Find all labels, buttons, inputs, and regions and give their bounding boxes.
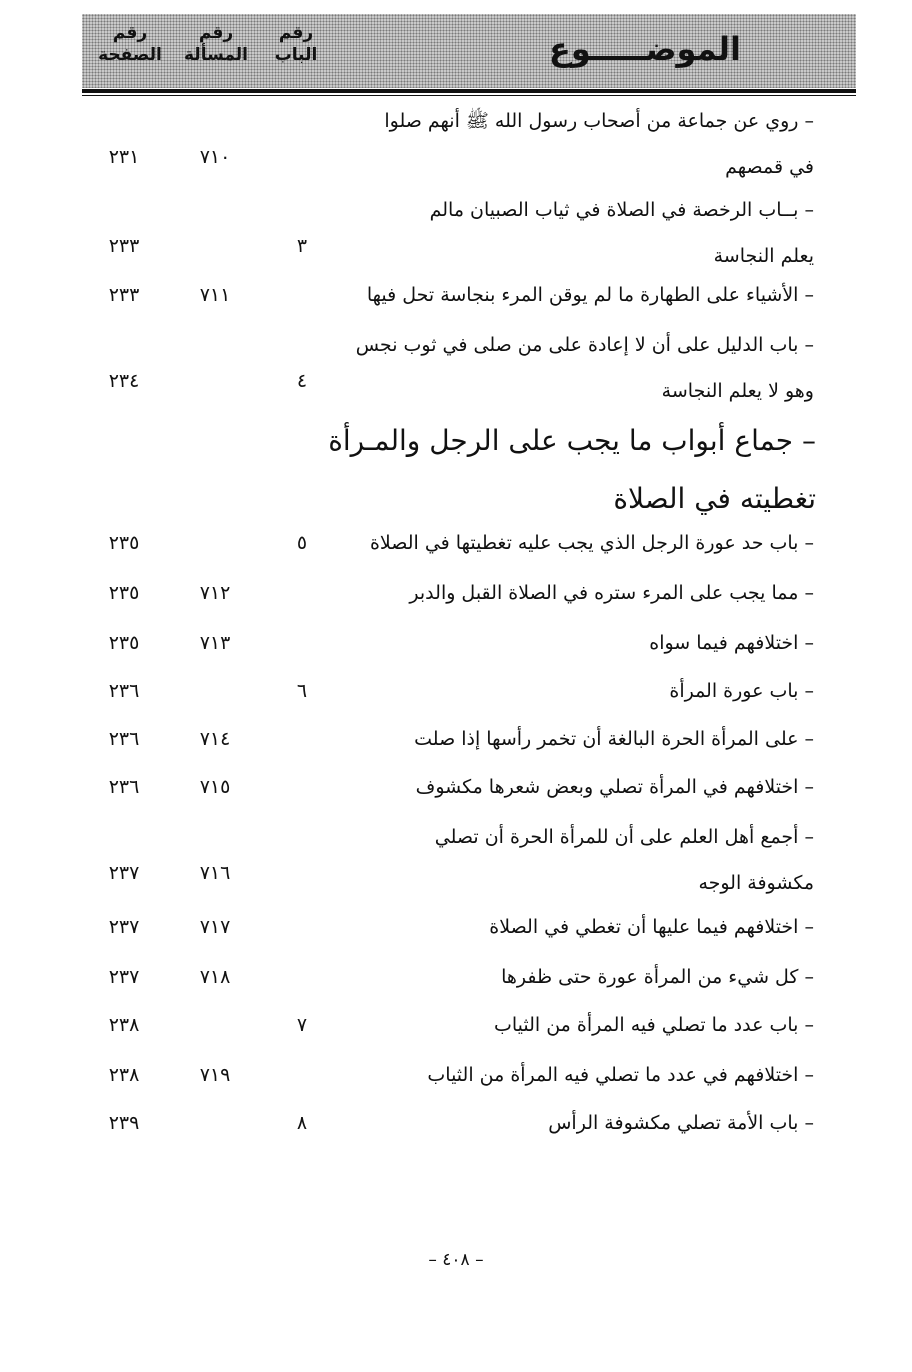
page-number: ٢٣٥ xyxy=(108,532,140,554)
bab-number: ٥ xyxy=(296,532,308,554)
topic-line: – باب الدليل على أن لا إعادة على من صلى في ثوب نجس xyxy=(355,334,814,356)
topic-line: – باب حد عورة الرجل الذي يجب عليه تغطيتها في الصلاة xyxy=(369,532,814,554)
header-divider xyxy=(82,89,856,93)
page-number: ٢٣٩ xyxy=(108,1112,140,1134)
topic-line: – الأشياء على الطهارة ما لم يوقن المرء بنجاسة تحل فيها xyxy=(366,284,814,306)
masala-number: ٧١٣ xyxy=(199,632,231,654)
bab-number: ٧ xyxy=(296,1014,308,1036)
page-number: ٢٣٤ xyxy=(108,370,140,392)
masala-number: ٧١١ xyxy=(199,284,231,306)
section-heading-line: – جماع أبواب ما يجب على الرجل والمـرأة xyxy=(328,424,816,457)
topic-line: في قمصهم xyxy=(725,156,814,178)
bab-number: ٨ xyxy=(296,1112,308,1134)
masala-number: ٧١٢ xyxy=(199,582,231,604)
topic-line: – باب الأمة تصلي مكشوفة الرأس xyxy=(548,1112,814,1134)
header-col-safha-line1: رقم xyxy=(112,23,148,43)
header-col-masala-line1: رقم xyxy=(198,23,234,43)
masala-number: ٧١٦ xyxy=(199,862,231,884)
page-number: ٢٣٨ xyxy=(108,1064,140,1086)
bab-number: ٤ xyxy=(296,370,308,392)
topic-line: – أجمع أهل العلم على أن للمرأة الحرة أن تصلي xyxy=(434,826,814,848)
topic-line: – بــاب الرخصة في الصلاة في ثياب الصبيان مالم xyxy=(429,199,814,221)
header-col-bab-line2: الباب xyxy=(274,45,318,65)
topic-line: – اختلافهم في عدد ما تصلي فيه المرأة من الثياب xyxy=(427,1064,814,1086)
topic-line: – اختلافهم فيما سواه xyxy=(649,632,814,654)
page-number: ٢٣٦ xyxy=(108,728,140,750)
topic-line: – باب عدد ما تصلي فيه المرأة من الثياب xyxy=(493,1014,814,1036)
section-heading-line: تغطيته في الصلاة xyxy=(613,482,816,515)
topic-line: – روي عن جماعة من أصحاب رسول الله ﷺ أنهم صلوا xyxy=(384,110,814,132)
header-col-safha-line2: الصفحة xyxy=(98,45,162,65)
topic-line: – مما يجب على المرء ستره في الصلاة القبل والدبر xyxy=(409,582,814,604)
page-number: ٢٣٥ xyxy=(108,582,140,604)
bab-number: ٣ xyxy=(296,235,308,257)
topic-line: مكشوفة الوجه xyxy=(698,872,814,894)
bab-number: ٦ xyxy=(296,680,308,702)
header-col-masala xyxy=(176,22,256,66)
header-col-masala-line2: المسألة xyxy=(184,45,248,65)
page-number: ٢٣٦ xyxy=(108,680,140,702)
header-title: الموضـــــوع xyxy=(548,30,742,68)
topic-line: – على المرأة الحرة البالغة أن تخمر رأسها إذا صلت xyxy=(414,728,814,750)
header-col-bab-line1: رقم xyxy=(278,23,314,43)
header-col-safha xyxy=(88,22,172,66)
masala-number: ٧١٩ xyxy=(199,1064,231,1086)
page-number: ٢٣٧ xyxy=(108,966,140,988)
masala-number: ٧١٤ xyxy=(199,728,231,750)
page-number: ٢٣٨ xyxy=(108,1014,140,1036)
topic-line: – باب عورة المرأة xyxy=(669,680,814,702)
masala-number: ٧١٨ xyxy=(199,966,231,988)
masala-number: ٧١٠ xyxy=(199,146,231,168)
page-number: ٢٣٦ xyxy=(108,776,140,798)
topic-line: يعلم النجاسة xyxy=(713,245,814,267)
masala-number: ٧١٥ xyxy=(199,776,231,798)
page-number: ٢٣٣ xyxy=(108,235,140,257)
header-col-bab xyxy=(256,22,336,66)
footer-page-number: – ٤٠٨ – xyxy=(428,1250,484,1270)
topic-line: وهو لا يعلم النجاسة xyxy=(661,380,814,402)
topic-line: – اختلافهم فيما عليها أن تغطي في الصلاة xyxy=(489,916,814,938)
topic-line: – اختلافهم في المرأة تصلي وبعض شعرها مكشوف xyxy=(415,776,814,798)
header-divider-thin xyxy=(82,95,856,96)
topic-line: – كل شيء من المرأة عورة حتى ظفرها xyxy=(501,966,814,988)
page-number: ٢٣٧ xyxy=(108,862,140,884)
page-number: ٢٣٧ xyxy=(108,916,140,938)
masala-number: ٧١٧ xyxy=(199,916,231,938)
page-number: ٢٣٣ xyxy=(108,284,140,306)
page-number: ٢٣١ xyxy=(108,146,140,168)
page-number: ٢٣٥ xyxy=(108,632,140,654)
